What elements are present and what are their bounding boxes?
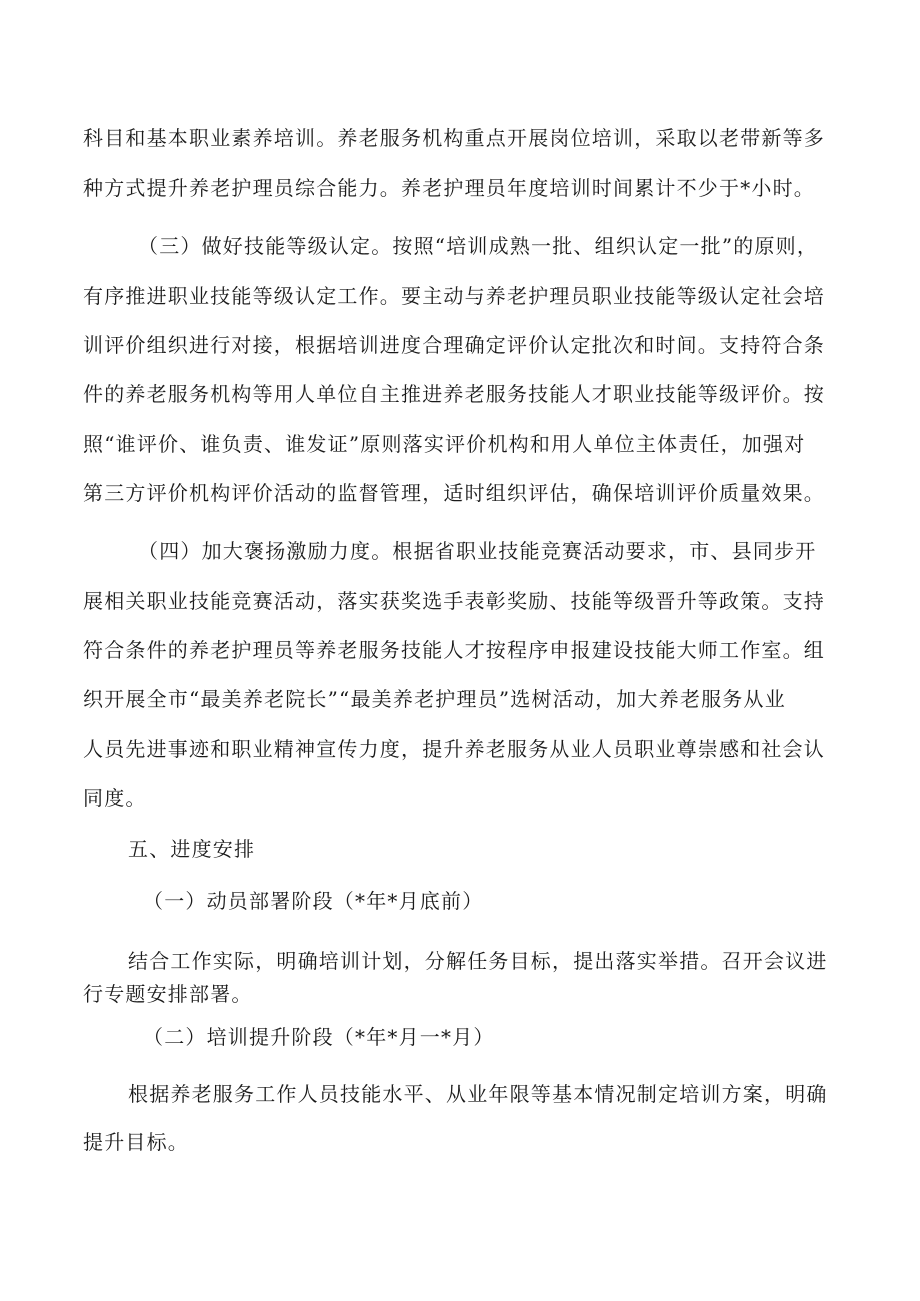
section-heading-5: 五、进度安排 [128, 837, 256, 861]
text-line: 织开展全市“最美养老院长”“最美养老护理员”选树活动，加大养老服务从业 [83, 687, 786, 711]
text-line: 行专题安排部署。 [83, 982, 253, 1006]
text-line: 有序推进职业技能等级认定工作。要主动与养老护理员职业技能等级认定社会培 [83, 284, 825, 308]
text-line: 提升目标。 [83, 1130, 189, 1154]
text-line: 件的养老服务机构等用人单位自主推进养老服务技能人才职业技能等级评价。按 [83, 382, 825, 406]
text-line: 人员先进事迹和职业精神宣传力度，提升养老服务从业人员职业尊崇感和社会认 [83, 737, 825, 761]
text-line: 照“谁评价、谁负责、谁发证”原则落实评价机构和用人单位主体责任，加强对 [83, 432, 806, 456]
text-line: 同度。 [83, 786, 147, 810]
text-line: 展相关职业技能竞赛活动，落实获奖选手表彰奖励、技能等级晋升等政策。支持 [83, 589, 825, 613]
text-line: 符合条件的养老护理员等养老服务技能人才按程序申报建设技能大师工作室。组 [83, 638, 825, 662]
text-line: 第三方评价机构评价活动的监督管理，适时组织评估，确保培训评价质量效果。 [83, 481, 825, 505]
subsection-heading-2: （二）培训提升阶段（*年*月一*月） [143, 1025, 495, 1049]
text-line: 种方式提升养老护理员综合能力。养老护理员年度培训时间累计不少于*小时。 [83, 176, 815, 200]
text-line: 结合工作实际，明确培训计划，分解任务目标，提出落实举措。召开会议进 [128, 949, 828, 973]
section-heading-3: （三）做好技能等级认定。按照“培训成熟一批、组织认定一批”的原则， [138, 234, 819, 258]
text-line: 根据养老服务工作人员技能水平、从业年限等基本情况制定培训方案，明确 [128, 1082, 828, 1106]
subsection-heading-1: （一）动员部署阶段（*年*月底前） [143, 889, 484, 913]
section-heading-4: （四）加大褒扬激励力度。根据省职业技能竞赛活动要求，市、县同步开 [138, 539, 817, 563]
text-line: 科目和基本职业素养培训。养老服务机构重点开展岗位培训，采取以老带新等多 [83, 126, 825, 150]
text-line: 训评价组织进行对接，根据培训进度合理确定评价认定批次和时间。支持符合条 [83, 333, 825, 357]
